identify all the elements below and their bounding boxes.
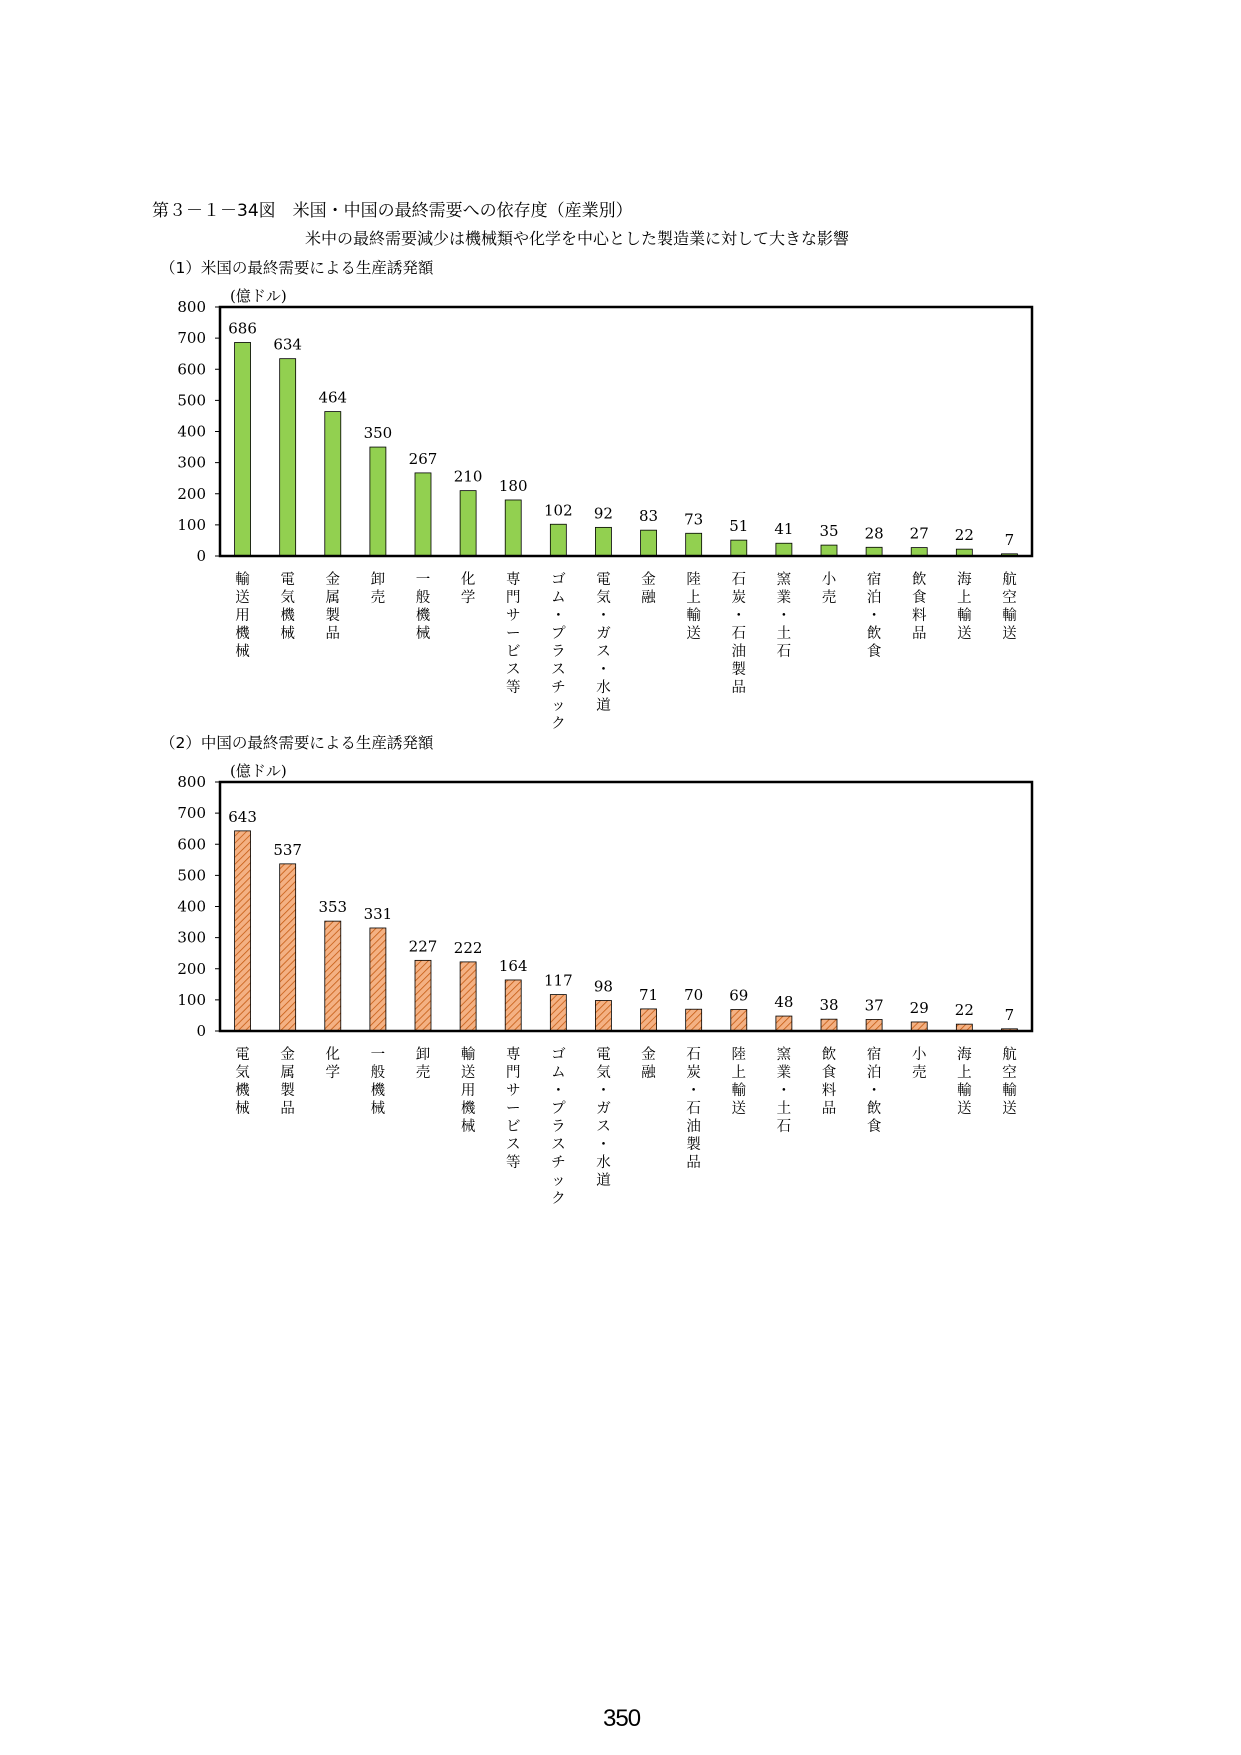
cn-category-label: 輸送用機械	[460, 1047, 476, 1135]
cn-category-label: 宿泊・飲食	[866, 1047, 882, 1135]
cn-bar	[641, 1009, 657, 1031]
us-data-label: 73	[684, 510, 704, 529]
cn-category-label: 小売	[911, 1047, 927, 1081]
us-data-label: 210	[453, 467, 483, 486]
cn-data-label: 227	[408, 937, 438, 956]
us-category-label: 一般機械	[415, 572, 431, 642]
us-data-label: 102	[544, 501, 573, 520]
us-bar	[776, 543, 792, 556]
cn-bar	[731, 1010, 747, 1031]
cn-bar	[595, 1001, 611, 1032]
us-data-label: 28	[864, 524, 884, 543]
cn-category-label: 化学	[325, 1047, 341, 1081]
us-category-label: 輸送用機械	[235, 572, 250, 660]
cn-category-label: 金属製品	[280, 1047, 295, 1117]
cn-data-label: 98	[593, 977, 613, 996]
cn-category-label: 石炭・石油製品	[686, 1047, 701, 1171]
cn-data-label: 70	[684, 986, 704, 1005]
us-data-label: 180	[498, 476, 528, 495]
us-unit-label: (億ドル)	[230, 287, 287, 305]
us-final-demand-bar-chart	[0, 270, 1241, 730]
us-bar	[595, 527, 611, 556]
cn-bar	[686, 1009, 702, 1031]
cn-y-tick-label: 0	[196, 1022, 206, 1040]
us-y-tick-label: 800	[177, 298, 206, 316]
us-y-tick-label: 200	[177, 484, 206, 503]
us-bar	[686, 533, 702, 556]
us-bar	[641, 530, 657, 556]
cn-bar	[370, 928, 386, 1031]
us-y-tick-label: 400	[177, 422, 206, 441]
us-category-label: 窯業・土石	[776, 572, 792, 660]
us-bar	[460, 491, 476, 556]
cn-y-tick-label: 400	[177, 897, 206, 916]
cn-unit-label: (億ドル)	[230, 762, 287, 780]
cn-bar	[776, 1016, 792, 1031]
cn-data-label: 353	[318, 898, 348, 917]
cn-category-label: 航空輸送	[1002, 1047, 1017, 1117]
cn-y-tick-label: 600	[177, 835, 206, 854]
us-category-label: 金属製品	[325, 572, 341, 642]
cn-y-tick-label: 800	[177, 773, 206, 791]
cn-data-label: 164	[498, 956, 528, 975]
us-data-label: 464	[318, 388, 348, 407]
us-y-tick-label: 0	[196, 547, 206, 565]
us-data-label: 350	[363, 424, 393, 443]
us-y-tick-label: 600	[177, 360, 206, 379]
us-bar	[731, 540, 747, 556]
cn-data-label: 331	[363, 904, 393, 923]
cn-category-label: 窯業・土石	[776, 1047, 792, 1135]
us-bar	[325, 412, 341, 556]
cn-bar	[550, 995, 566, 1031]
us-bar	[866, 547, 882, 556]
us-category-label: 飲食料品	[911, 572, 927, 642]
cn-category-label: 飲食料品	[821, 1047, 837, 1117]
us-bar	[911, 548, 927, 556]
cn-category-label: 専門サービス等	[505, 1047, 521, 1171]
cn-panel-title: （2）中国の最終需要による生産誘発額	[160, 734, 434, 752]
us-data-label: 41	[774, 520, 794, 539]
page-number: 350	[603, 1705, 641, 1732]
cn-y-tick-label: 500	[177, 866, 206, 885]
cn-category-label: 電気機械	[235, 1047, 250, 1117]
cn-category-label: 陸上輸送	[731, 1047, 747, 1117]
us-bar	[821, 545, 837, 556]
cn-data-label: 222	[453, 938, 483, 957]
cn-data-label: 7	[1004, 1005, 1015, 1024]
cn-bar	[460, 962, 476, 1031]
cn-category-label: 電気・ガス・水道	[596, 1047, 611, 1189]
us-bar	[505, 500, 521, 556]
cn-y-tick-label: 200	[177, 959, 206, 978]
us-data-label: 51	[729, 517, 749, 536]
us-bar	[235, 342, 251, 556]
cn-category-label: 海上輸送	[957, 1047, 972, 1117]
us-category-label: ゴム・プラスチック	[551, 572, 566, 730]
us-data-label: 92	[593, 504, 613, 523]
us-bar	[280, 359, 296, 556]
cn-bar	[911, 1022, 927, 1031]
us-category-label: 海上輸送	[957, 572, 972, 642]
us-category-label: 航空輸送	[1002, 572, 1017, 642]
us-category-label: 専門サービス等	[505, 572, 521, 696]
cn-data-label: 48	[774, 993, 794, 1012]
us-data-label: 22	[954, 526, 974, 545]
us-data-label: 83	[639, 507, 659, 526]
cn-bar	[325, 921, 341, 1031]
us-plot-frame	[220, 307, 1032, 556]
cn-bar	[821, 1019, 837, 1031]
cn-bar	[235, 831, 251, 1031]
us-category-label: 金融	[641, 572, 656, 606]
us-data-label: 27	[909, 524, 929, 543]
cn-y-tick-label: 700	[177, 804, 206, 823]
us-category-label: 小売	[821, 572, 837, 606]
cn-category-label: ゴム・プラスチック	[551, 1047, 566, 1205]
us-data-label: 686	[228, 319, 257, 338]
us-category-label: 石炭・石油製品	[731, 572, 747, 696]
cn-category-label: 金融	[641, 1047, 656, 1081]
cn-category-label: 一般機械	[370, 1047, 386, 1117]
us-bar	[550, 524, 566, 556]
cn-bar	[415, 960, 431, 1031]
cn-data-label: 29	[909, 998, 929, 1017]
us-y-tick-label: 100	[177, 515, 206, 534]
cn-data-label: 69	[729, 986, 749, 1005]
cn-category-label: 卸売	[415, 1047, 431, 1081]
cn-data-label: 117	[544, 971, 573, 990]
us-panel-title: （1）米国の最終需要による生産誘発額	[160, 259, 434, 277]
us-category-label: 卸売	[370, 572, 386, 606]
us-data-label: 267	[408, 449, 438, 468]
us-y-tick-label: 500	[177, 391, 206, 410]
cn-bar	[866, 1019, 882, 1031]
us-category-label: 宿泊・飲食	[866, 572, 882, 660]
us-bar	[415, 473, 431, 556]
us-y-tick-label: 300	[177, 453, 206, 472]
cn-bar	[505, 980, 521, 1031]
us-data-label: 35	[819, 522, 839, 541]
us-data-label: 7	[1004, 530, 1015, 549]
cn-bar	[280, 864, 296, 1031]
us-data-label: 634	[273, 335, 302, 354]
us-bar	[370, 447, 386, 556]
cn-data-label: 643	[228, 807, 257, 826]
cn-final-demand-bar-chart	[0, 745, 1241, 1205]
figure-subtitle: 米中の最終需要減少は機械類や化学を中心とした製造業に対して大きな影響	[305, 229, 850, 248]
figure-title: 第３－１－34図 米国・中国の最終需要への依存度（産業別）	[152, 201, 633, 221]
us-category-label: 陸上輸送	[686, 572, 701, 642]
us-category-label: 電気機械	[280, 572, 295, 642]
cn-data-label: 38	[819, 996, 839, 1015]
cn-y-tick-label: 300	[177, 928, 206, 947]
cn-data-label: 537	[273, 840, 302, 859]
us-y-tick-label: 700	[177, 329, 206, 348]
cn-data-label: 22	[954, 1001, 974, 1020]
us-category-label: 化学	[460, 572, 476, 606]
cn-y-tick-label: 100	[177, 990, 206, 1009]
us-category-label: 電気・ガス・水道	[596, 572, 611, 714]
cn-data-label: 71	[639, 985, 659, 1004]
cn-data-label: 37	[864, 996, 884, 1015]
